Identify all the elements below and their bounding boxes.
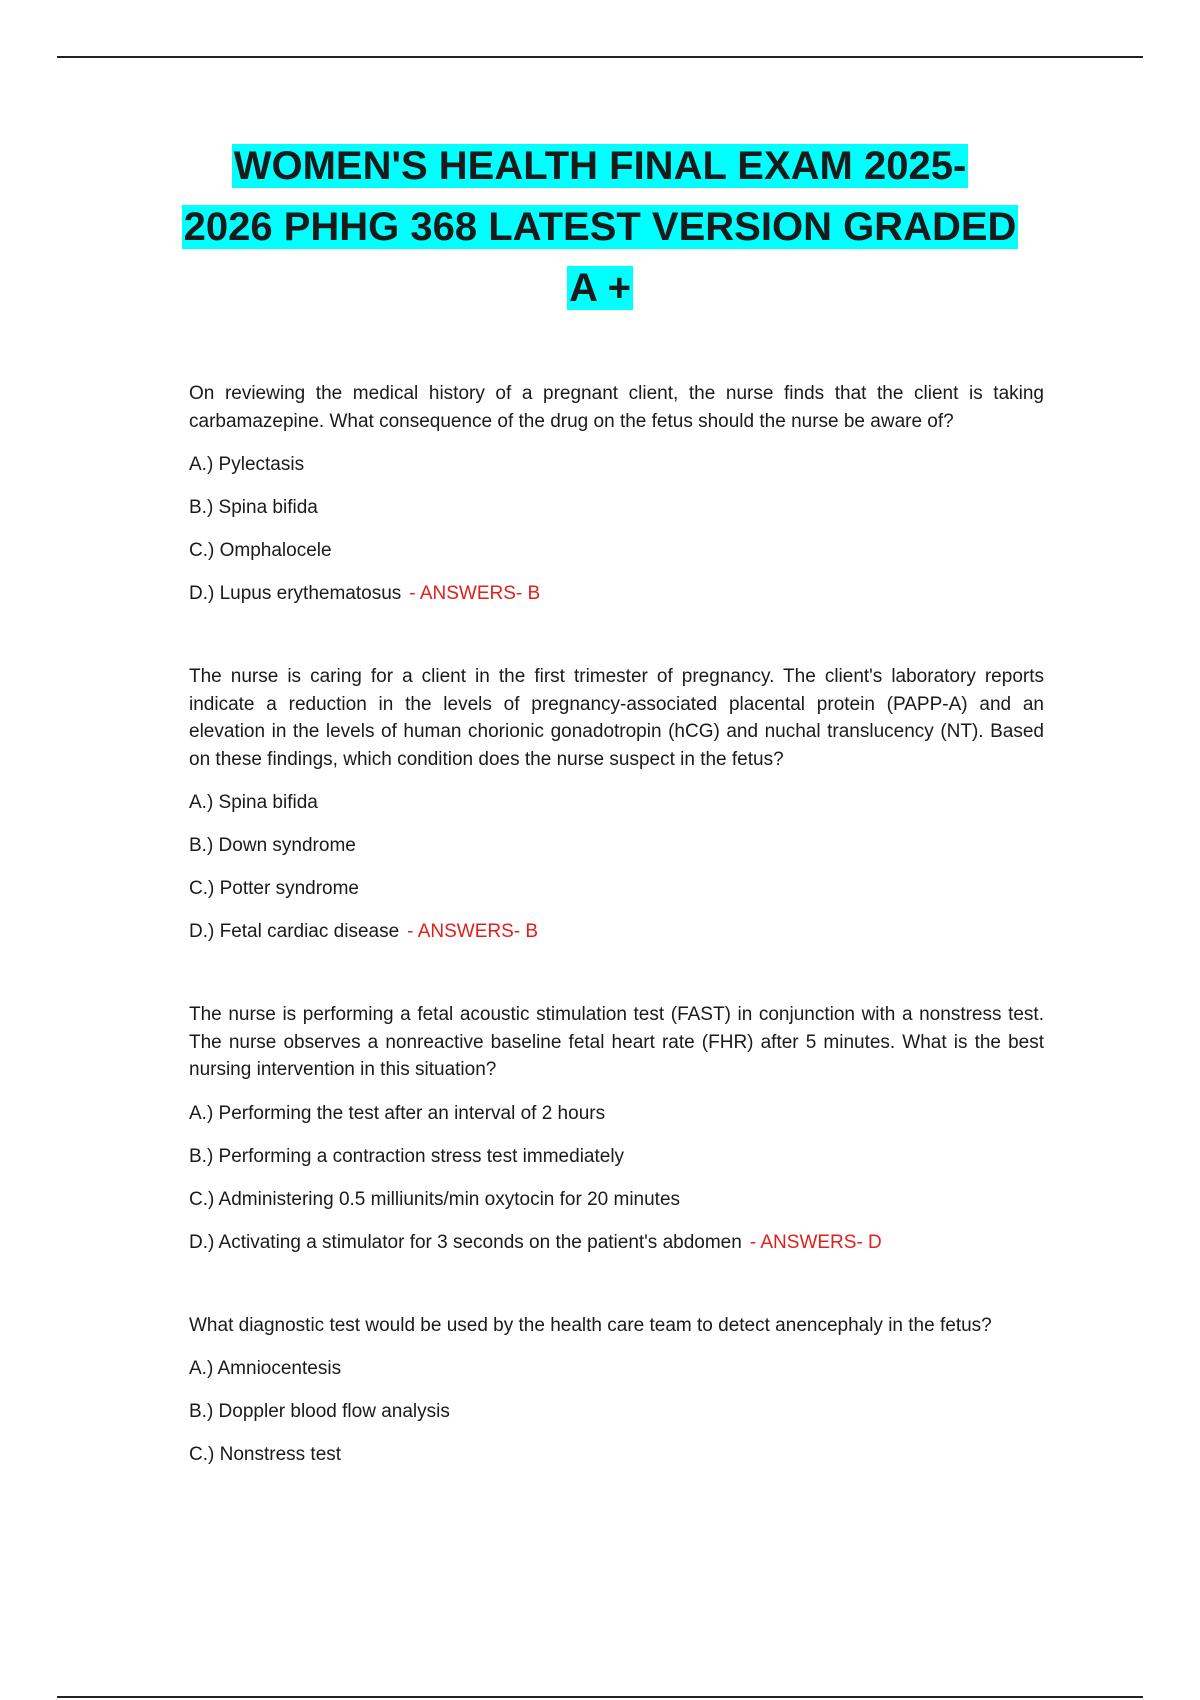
option-d bbox=[189, 580, 1044, 607]
option-d-text: D.) Activating a stimulator for 3 seconds on the patient's abdomen bbox=[189, 1231, 742, 1253]
question-4 bbox=[189, 1312, 1044, 1469]
option-d-text: D.) Fetal cardiac disease bbox=[189, 921, 400, 942]
document-title bbox=[0, 136, 1200, 319]
option-d bbox=[189, 918, 1044, 945]
option-d bbox=[189, 1229, 1044, 1256]
option-c: C.) Potter syndrome bbox=[189, 878, 359, 899]
title-line-1: WOMEN'S HEALTH FINAL EXAM 2025- bbox=[233, 144, 967, 188]
option-b: B.) Doppler blood flow analysis bbox=[189, 1401, 450, 1422]
question-3 bbox=[189, 1001, 1044, 1256]
question-text: The nurse is caring for a client in the first trimester of pregnancy. The client's laboratory reports indicate a reduction in the levels of pregnancy-associated placental protein (PAPP-A) and an elevation in the levels of human chorionic gonadotropin (hCG) and nuchal translucency (NT). Based on these findings, which condition does the nurse suspect in the fetus? bbox=[189, 666, 1044, 770]
question-1 bbox=[189, 380, 1044, 607]
question-2 bbox=[189, 663, 1044, 945]
option-c: C.) Omphalocele bbox=[189, 540, 332, 561]
option-a: A.) Pylectasis bbox=[189, 454, 305, 475]
question-list bbox=[189, 380, 1044, 1524]
title-line-3: A + bbox=[569, 266, 631, 310]
option-a: A.) Performing the test after an interval of 2 hours bbox=[189, 1102, 606, 1124]
question-text: On reviewing the medical history of a pregnant client, the nurse finds that the client is taking carbamazepine. What consequence of the drug on the fetus should the nurse be aware of? bbox=[189, 383, 1044, 432]
option-a: A.) Amniocentesis bbox=[189, 1358, 342, 1379]
option-a: A.) Spina bifida bbox=[189, 792, 318, 813]
answer-key: - ANSWERS- B bbox=[407, 921, 539, 942]
answer-key: - ANSWERS- D bbox=[749, 1231, 882, 1253]
question-text: The nurse is performing a fetal acoustic stimulation test (FAST) in conjunction with a nonstress test. The nurse observes a nonreactive baseline fetal heart rate (FHR) after 5 minutes. What is the best nursing intervention in this situation? bbox=[189, 1004, 1044, 1080]
question-text: What diagnostic test would be used by the health care team to detect anencephaly in the fetus? bbox=[189, 1314, 992, 1336]
title-line-2: 2026 PHHG 368 LATEST VERSION GRADED bbox=[183, 205, 1017, 249]
answer-key: - ANSWERS- B bbox=[409, 583, 541, 604]
option-c: C.) Nonstress test bbox=[189, 1444, 342, 1465]
option-d-text: D.) Lupus erythematosus bbox=[189, 583, 402, 604]
option-b: B.) Down syndrome bbox=[189, 835, 356, 856]
option-b: B.) Spina bifida bbox=[189, 497, 318, 518]
bottom-divider bbox=[57, 1696, 1143, 1698]
top-divider bbox=[57, 56, 1143, 58]
option-c: C.) Administering 0.5 milliunits/min oxytocin for 20 minutes bbox=[189, 1188, 681, 1210]
option-b: B.) Performing a contraction stress test immediately bbox=[189, 1145, 625, 1167]
